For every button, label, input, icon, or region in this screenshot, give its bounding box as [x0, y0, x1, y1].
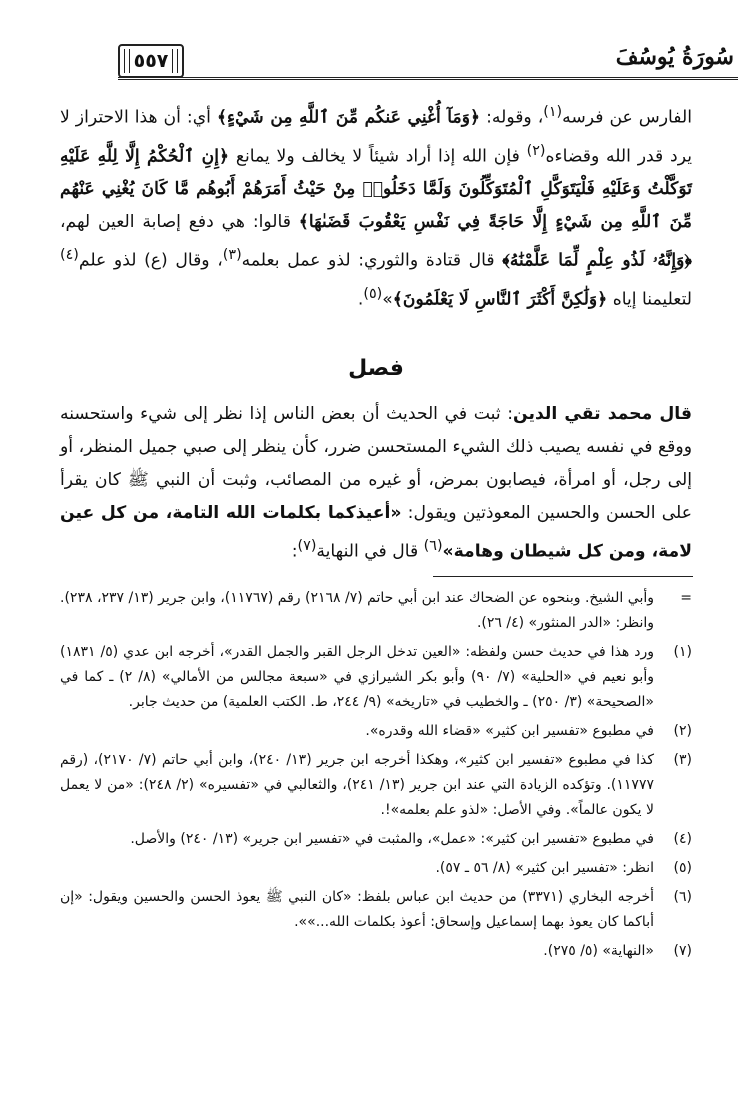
- footnote: [60, 885, 692, 935]
- footnote: [60, 827, 692, 852]
- section-title: فصل: [348, 356, 404, 381]
- page-number: ٥٥٧: [133, 50, 169, 72]
- footnote-number: (٥): [673, 860, 692, 876]
- footnote: [60, 939, 692, 964]
- footnote: [60, 586, 692, 636]
- footnote-number: (٣): [673, 752, 692, 768]
- text-run: قال في النهاية: [316, 541, 424, 562]
- text-run: قال محمد تقي الدين: [513, 404, 692, 424]
- footnote-ref: (٢): [526, 142, 546, 159]
- footnote: [60, 748, 692, 823]
- text-run: قال قتادة والثوري: لذو عمل بعلمه: [241, 251, 503, 272]
- text-run: الفارس عن فرسه: [562, 107, 692, 128]
- paragraph-2: [60, 398, 692, 569]
- footnote-separator: [433, 576, 693, 577]
- footnote-ref: (٣): [222, 247, 242, 264]
- footnote-text: انظر: «تفسير ابن كثير» (٨/ ٥٦ ـ ٥٧).: [435, 860, 654, 876]
- footnote-ref: (٦): [423, 538, 443, 554]
- text-run: لتعليمنا إياه: [607, 289, 692, 310]
- footnote-number: (٦): [673, 889, 692, 905]
- page-number-frame: [118, 44, 184, 78]
- footnote-number: (٧): [673, 943, 692, 959]
- text-run: أي: أن هذا الاحتراز لا يرد قدر الله وقضاءه: [60, 107, 692, 167]
- text-run: قالوا: هي دفع إصابة العين لهم،: [60, 212, 299, 233]
- surah-title: سُورَةُ يُوسُفَ: [615, 44, 734, 70]
- footnote-number: (٤): [673, 831, 692, 847]
- text-run: .: [357, 289, 364, 310]
- quran-verse: ﴿وَلَٰكِنَّ أَكْثَرَ ٱلنَّاسِ لَا يَعْلَمُونَ﴾: [392, 289, 608, 310]
- footnote-text: في مطبوع «تفسير ابن كثير»: «عمل»، والمثبت في «تفسير ابن جرير» (١٣/ ٢٤٠) والأصل.: [130, 831, 654, 847]
- footnote-text: وأبي الشيخ. وبنحوه عن الضحاك عند ابن أبي حاتم (٧/ ٢١٦٨) رقم (١١٧٦٧)، وابن جرير (١٣/ ٢٣٧، ٢٣٨). وانظر: «الدر المنثور» (٤/ ٢٦).: [60, 590, 654, 631]
- header-rule: [118, 77, 738, 80]
- footnote-text: ورد هذا في حديث حسن ولفظه: «العين تدخل الرجل القبر والجمل القدر»، أخرجه ابن عدي (٥/ ١٨٣١) وأبو نعيم في «الحلية» (٧/ ٩٠) وأبو بكر الشيرازي في «سبعة مجالس من الأمالي» (٨/ ٢) ـ كما في «الصحيحة» (٣/ ٢٥٠) ـ والخطيب في «تاريخه» (٩/ ٢٤٤، ط. الكتب العلمية) من حديث جابر.: [60, 644, 654, 710]
- footnote: [60, 856, 692, 881]
- footnote-ref: (١): [543, 104, 563, 120]
- main-text: [60, 96, 692, 317]
- text-run: »: [382, 289, 393, 310]
- text-run: فإن الله إذا أراد شيئاً لا يخالف ولا يمانع: [229, 146, 527, 167]
- text-run: :: [291, 541, 298, 562]
- footnote-text: في مطبوع «تفسير ابن كثير» «قضاء الله وقدره».: [365, 723, 654, 739]
- footnote: [60, 719, 692, 744]
- footnote-text: أخرجه البخاري (٣٣٧١) من حديث ابن عباس بلفظ: «كان النبي ﷺ يعوذ الحسن والحسين ويقول: «إن أباكما كان يعوذ بهما إسماعيل وإسحاق: أعوذ بكلمات الله...»».: [60, 889, 654, 930]
- page-header: [118, 40, 738, 80]
- paragraph-1: [60, 96, 692, 317]
- footnote-text: «النهاية» (٥/ ٢٧٥).: [543, 943, 654, 959]
- main-text-2: [60, 398, 692, 569]
- quran-verse: ﴿وَمَآ أُغْنِي عَنكُم مِّنَ ٱللَّهِ مِن شَيْءٍ﴾: [216, 107, 481, 128]
- footnote: [60, 640, 692, 715]
- footnote-number: (١): [673, 644, 692, 660]
- text-run: ، وقوله:: [480, 107, 544, 128]
- footnote-number: =: [680, 590, 692, 606]
- footnote-number: (٢): [673, 723, 692, 739]
- quran-verse: ﴿إِنِ ٱلْحُكْمُ إِلَّا لِلَّهِ عَلَيْهِ تَوَكَّلْتُ وَعَلَيْهِ فَلْيَتَوَكَّلِ ٱلْمُتَوَكِّلُونَ وَلَمَّا دَخَلُوا۟ مِنْ حَيْثُ أَمَرَهُمْ أَبُوهُم مَّا كَانَ يُغْنِي عَنْهُم مِّنَ ٱللَّهِ مِن شَيْءٍ إِلَّا حَاجَةً فِي نَفْسِ يَعْقُوبَ قَضَىٰهَا﴾: [60, 146, 692, 233]
- text-run: : ثبت في الحديث أن بعض الناس إذا نظر إلى شيء واستحسنه ووقع في نفسه يصيب ذلك الشيء المستحسن ضرر، كأن ينظر إلى صبي جميل المنظر، أو إلى رجل، أو امرأة، فيصابون بمرض، أو غيره من المصائب، وثبت أن النبي ﷺ كان يقرأ على الحسن والحسين المعوذتين ويقول:: [60, 404, 692, 523]
- footnote-text: كذا في مطبوع «تفسير ابن كثير»، وهكذا أخرجه ابن جرير (١٣/ ٢٤٠)، وابن أبي حاتم (٧/ ٢١٧٠)، (رقم ١١٧٧٧). وتؤكده الزيادة التي عند ابن جرير (١٣/ ٢٤١)، والثعالبي في «تفسيره» (٢/ ٢٤٨): «من لا يعمل لا يكون عالماً». وفي الأصل: «لذو علم بعلمه»!.: [60, 752, 654, 818]
- text-run: «أعيذكما بكلمات الله التامة، من كل عين لامة، ومن كل شيطان وهامة»: [60, 503, 692, 562]
- footnotes: [60, 586, 692, 968]
- text-run: ، وقال (ع) لذو علم: [78, 251, 223, 272]
- footnote-ref: (٥): [363, 286, 383, 303]
- quran-verse: ﴿وَإِنَّهُۥ لَذُو عِلْمٍ لِّمَا عَلَّمْنَٰهُ﴾: [502, 251, 693, 272]
- footnote-ref: (٤): [60, 247, 79, 264]
- footnote-ref: (٧): [297, 538, 317, 554]
